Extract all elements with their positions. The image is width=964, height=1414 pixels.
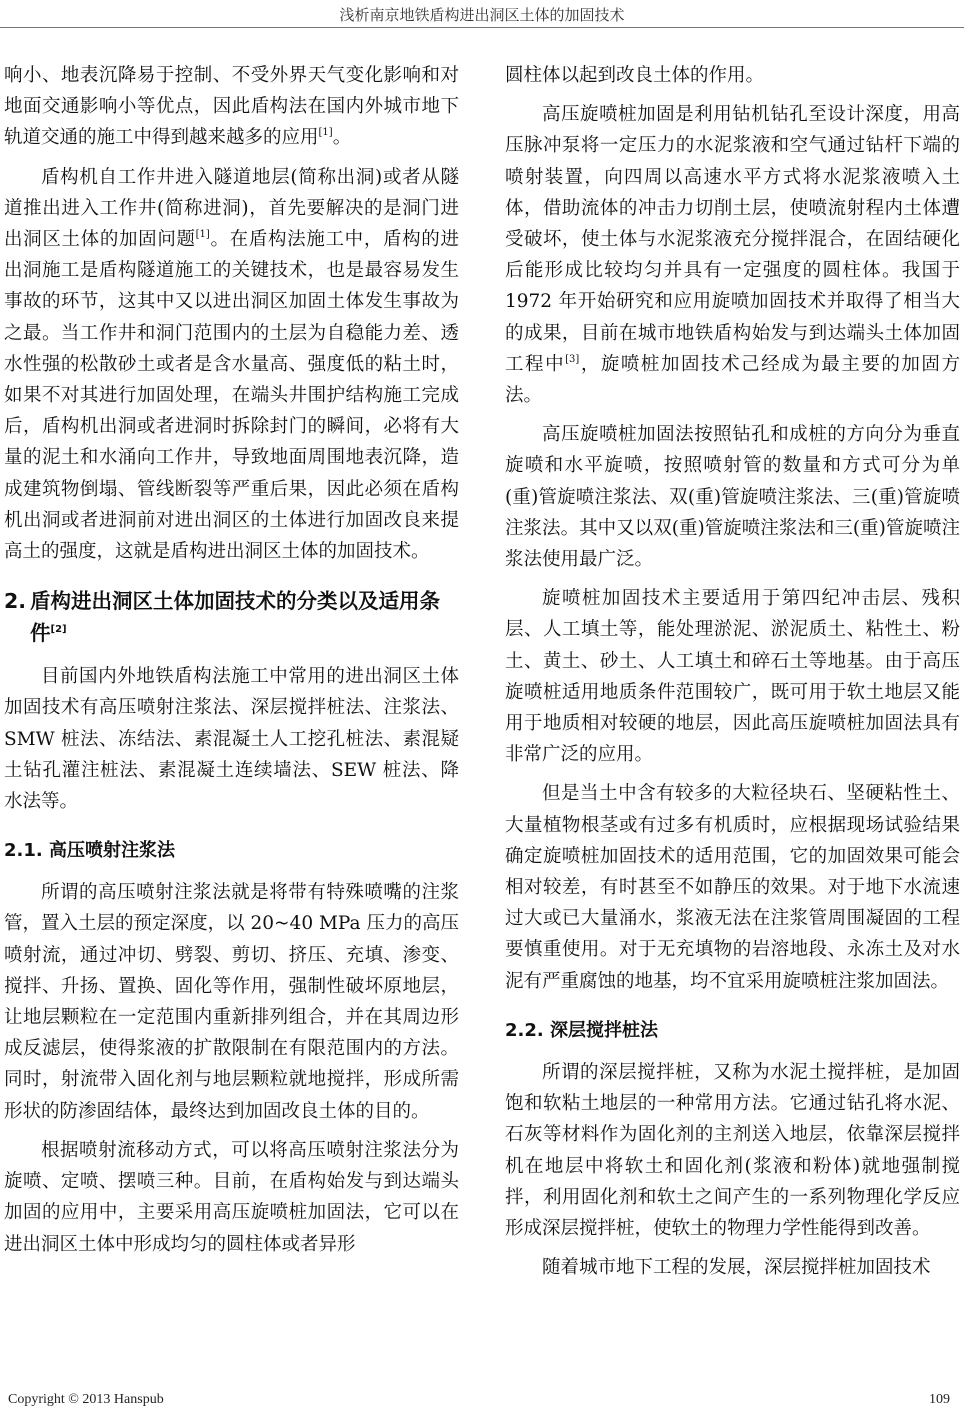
paragraph: 高压旋喷桩加固法按照钻孔和成桩的方向分为垂直旋喷和水平旋喷，按照喷射管的数量和方式可分为单(重)管旋喷注浆法、双(重)管旋喷注浆法、三(重)管旋喷注浆法。其中又以双(重)管旋喷注浆法和三(重)管旋喷注浆法使用最广泛。	[505, 424, 960, 571]
paragraph: 目前国内外地铁盾构法施工中常用的进出洞区土体加固技术有高压喷射注浆法、深层搅拌桩法、注浆法、SMW 桩法、冻结法、素混凝土人工挖孔桩法、素混疑土钻孔灌注桩法、素混凝土连续墙法、SEW 桩法、降水法等。	[4, 666, 459, 813]
running-header: 浅析南京地铁盾构进出洞区土体的加固技术	[339, 6, 625, 24]
paragraph-continuation: 圆柱体以起到改良土体的作用。	[505, 65, 765, 86]
subsection-heading: 2.2. 深层搅拌桩法	[505, 1019, 658, 1041]
paragraph: 根据喷射流移动方式，可以将高压喷射注浆法分为旋喷、定喷、摆喷三种。目前，在盾构始发与到达端头加固的应用中，主要采用高压旋喷桩加固法，它可以在进出洞区土体中形成均匀的圆柱体或者异形	[4, 1139, 459, 1255]
section-heading	[4, 585, 459, 649]
paragraph-text: 高压旋喷桩加固是利用钻机钻孔至设计深度，用高压脉冲泵将一定压力的水泥浆液和空气通过钻杆下端的喷射装置，向四周以高速水平方式将水泥浆液喷入土体，借助流体的冲击力切削土层，使喷流射程内土体遭受破坏，使土体与水泥浆液充分搅拌混合，在固结硬化后能形成比较均匀并具有一定强度的圆柱体。我国于 1972 年开始研究和应用旋喷加固技术并取得了相当大的成果，目前在城市地铁盾构始发与到达端头土体加固工程中	[505, 104, 960, 375]
citation-ref[interactable]: [1]	[195, 229, 210, 241]
subsection-heading: 2.1. 高压喷射注浆法	[4, 840, 175, 862]
paragraph: 所谓的高压喷射注浆法就是将带有特殊喷嘴的注浆管，置入土层的预定深度，以 20~40 MPa 压力的高压喷射流，通过冲切、劈裂、剪切、挤压、充填、渗变、搅拌、升扬、置换、固化等作用，强制性破坏原地层，让地层颗粒在一定范围内重新排列组合，并在其周边形成反滤层，使得浆液的扩散限制在有限范围内的方法。同时，射流带入固化剂与地层颗粒就地搅拌，形成所需形状的防渗固结体，最终达到加固改良土体的目的。	[4, 882, 459, 1122]
paragraph: 所谓的深层搅拌桩，又称为水泥土搅拌桩，是加固饱和软粘土地层的一种常用方法。它通过钻孔将水泥、石灰等材料作为固化剂的主剂送入地层，依靠深层搅拌机在地层中将软土和固化剂(浆液和粉体)就地强制搅拌，利用固化剂和软土之间产生的一系列物理化学反应形成深层搅拌桩，使软土的物理力学性能得到改善。	[505, 1061, 960, 1239]
section-title: 盾构进出洞区土体加固技术的分类以及适用条件	[30, 589, 440, 646]
page-number: 109	[929, 1392, 950, 1407]
paragraph-text: 响小、地表沉降易于控制、不受外界天气变化影响和对地面交通影响小等优点，因此盾构法在国内外城市地下轨道交通的施工中得到越来越多的应用	[4, 65, 459, 149]
left-column	[4, 60, 459, 1260]
paragraph-text: ，旋喷桩加固技术己经成为最主要的加固方法。	[505, 353, 960, 407]
citation-ref[interactable]: [1]	[318, 127, 333, 139]
header-rule	[0, 27, 964, 28]
paragraph: 旋喷桩加固技术主要适用于第四纪冲击层、残积层、人工填土等，能处理淤泥、淤泥质土、粘性土、粉土、黄土、砂土、人工填土和碎石土等地基。由于高压旋喷桩适用地质条件范围较广，既可用于软土地层又能用于地质相对较硬的地层，因此高压旋喷桩加固法具有非常广泛的应用。	[505, 588, 960, 766]
paragraph-text: 。在盾构法施工中，盾构的进出洞施工是盾构隧道施工的关键技术，也是最容易发生事故的环节，这其中又以进出洞区加固土体发生事故为之最。当工作井和洞门范围内的土层为自稳能力差、透水性强的松散砂土或者是含水量高、强度低的粘土时，如果不对其进行加固处理，在端头井围护结构施工完成后，盾构机出洞或者进洞时拆除封门的瞬间，必将有大量的泥土和水涌向工作井，导致地面周围地表沉降，造成建筑物倒塌、管线断裂等严重后果，因此必须在盾构机出洞或者进洞前对进出洞区的土体进行加固改良来提高土的强度，这就是盾构进出洞区土体的加固技术。	[4, 229, 459, 563]
paragraph: 随着城市地下工程的发展，深层搅拌桩加固技术	[542, 1257, 931, 1279]
section-number: 2.	[4, 589, 27, 614]
citation-ref[interactable]: [3]	[565, 353, 580, 365]
paragraph-text: 盾构机自工作井进入隧道地层(简称出洞)或者从隧道推出进入工作井(简称进洞)，首先要解决的是洞门进出洞区土体的加固问题	[4, 166, 459, 251]
paragraph: 但是当土中含有较多的大粒径块石、坚硬粘性土、大量植物根茎或有过多有机质时，应根据现场试验结果确定旋喷桩加固技术的适用范围，它的加固效果可能会相对较差，有时甚至不如静压的效果。对于地下水流速过大或已大量涌水，浆液无法在注浆管周围凝固的工程要慎重使用。对于无充填物的岩溶地段、永冻土及对水泥有严重腐蚀的地基，均不宜采用旋喷桩注浆加固法。	[505, 783, 960, 992]
paragraph	[505, 99, 960, 411]
copyright-notice: Copyright © 2013 Hanspub	[8, 1392, 164, 1407]
paragraph-continuation	[4, 60, 459, 154]
paragraph-text-end: 。	[332, 127, 352, 149]
right-column	[505, 60, 960, 1283]
citation-ref[interactable]: [2]	[50, 624, 67, 636]
paragraph	[4, 162, 459, 568]
